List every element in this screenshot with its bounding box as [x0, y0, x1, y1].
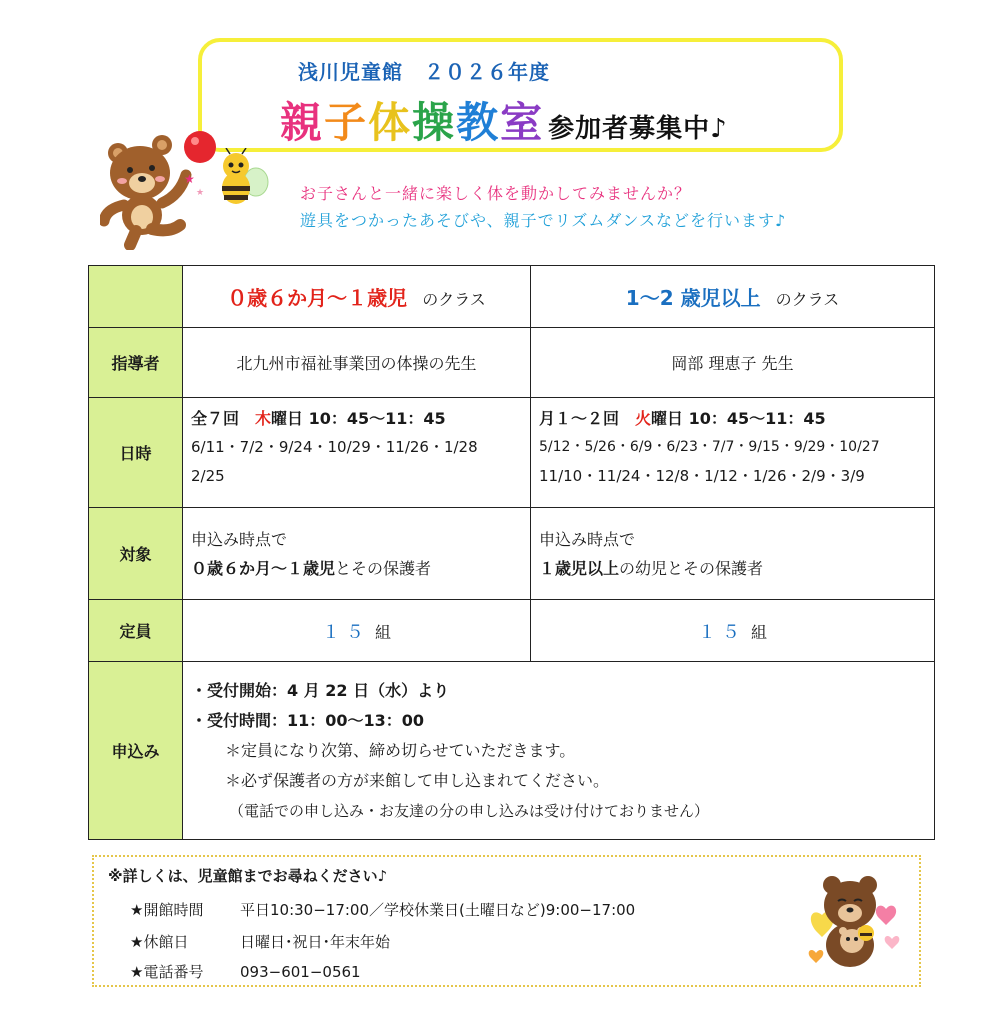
bear-hugging-cub-illustration	[802, 871, 902, 973]
instructor-class-b: 岡部 理恵子 先生	[531, 328, 935, 398]
capacity-b-number: １５	[697, 621, 746, 643]
apply-note-2: ＊必ず保護者の方が来館して申し込まれてください。	[225, 770, 610, 790]
title-char-6: 室	[500, 98, 545, 147]
schedule-label: 日時	[89, 398, 183, 508]
svg-text:★: ★	[184, 172, 195, 186]
table-header-row	[89, 266, 935, 328]
title-suffix: 参加者募集中♪	[548, 114, 728, 144]
instructor-class-a: 北九州市福祉事業団の体操の先生	[183, 328, 531, 398]
opening-hours-key: ★開館時間	[130, 901, 204, 919]
opening-hours-value: 平日10:30−17:00／学校休業日(土曜日など)9:00−17:00	[240, 901, 636, 919]
apply-details	[183, 662, 935, 840]
schedule-class-b	[531, 398, 935, 508]
class-b-name: 1～2 歳児以上	[625, 286, 761, 310]
closed-days-value: 日曜日･祝日･年末年始	[240, 933, 391, 951]
table-row	[89, 600, 935, 662]
phone-number-key: ★電話番号	[130, 963, 204, 981]
corner-cell	[89, 266, 183, 328]
apply-start: ・受付開始：4 月 22 日（水）より	[191, 680, 450, 700]
target-a-line-1: 申込み時点で	[191, 529, 288, 549]
title-banner	[198, 38, 843, 152]
target-b-bold: １歳児以上	[539, 558, 620, 578]
capacity-a-number: １５	[321, 621, 370, 643]
intro-line-1: お子さんと一緒に楽しく体を動かしてみませんか？	[300, 184, 692, 203]
phone-number	[130, 961, 361, 982]
instructor-label: 指導者	[89, 328, 183, 398]
schedule-a-dates-1: 6/11・7/2・9/24・10/29・11/26・1/28	[191, 438, 478, 456]
capacity-a-unit: 組	[375, 622, 392, 642]
page-title	[280, 90, 728, 150]
title-subtitle: 浅川児童館 ２０２６年度	[298, 60, 550, 84]
apply-label: 申込み	[89, 662, 183, 840]
title-char-1: 親	[280, 98, 325, 147]
closed-days-key: ★休館日	[130, 933, 189, 951]
target-b-rest: の幼児とその保護者	[619, 558, 764, 578]
schedule-class-a	[183, 398, 531, 508]
capacity-b-unit: 組	[751, 622, 768, 642]
schedule-b-dates-1: 5/12・5/26・6/9・6/23・7/7・9/15・9/29・10/27	[539, 439, 880, 455]
table-row	[89, 662, 935, 840]
class-a-name: ０歳６か月～１歳児	[227, 286, 408, 310]
apply-hours: ・受付時間：11：00～13：00	[191, 710, 425, 730]
phone-number-value: 093−601−0561	[240, 963, 361, 981]
class-b-suffix: のクラス	[775, 290, 840, 309]
schedule-b-dates-2: 11/10・11/24・12/8・1/12・1/26・2/9・3/9	[539, 467, 865, 485]
contact-title: ※詳しくは、児童館までお尋ねください♪	[108, 867, 388, 885]
bear-with-ball-illustration	[100, 125, 220, 250]
schedule-b-time: 曜日 10：45～11：45	[651, 409, 826, 428]
capacity-class-b	[531, 600, 935, 662]
target-class-b	[531, 508, 935, 600]
bee-illustration	[214, 148, 270, 210]
svg-text:★: ★	[196, 188, 205, 198]
table-row	[89, 328, 935, 398]
schedule-a-dates-2: 2/25	[191, 467, 225, 485]
title-char-2: 子	[324, 98, 369, 147]
intro-text	[300, 180, 786, 234]
apply-note-3: （電話での申し込み・お友達の分の申し込みは受け付けておりません）	[229, 801, 710, 820]
target-a-bold: ０歳６か月～１歳児	[191, 558, 336, 578]
target-b-line-1: 申込み時点で	[539, 529, 636, 549]
capacity-label: 定員	[89, 600, 183, 662]
opening-hours	[130, 899, 635, 920]
title-char-4: 操	[412, 98, 457, 147]
class-a-suffix: のクラス	[422, 290, 486, 309]
capacity-class-a	[183, 600, 531, 662]
schedule-b-day: 火	[635, 409, 652, 428]
target-label: 対象	[89, 508, 183, 600]
class-b-header	[531, 266, 935, 328]
class-info-table	[88, 265, 935, 840]
schedule-a-time: 曜日 10：45～11：45	[271, 409, 446, 428]
class-a-header	[183, 266, 531, 328]
target-class-a	[183, 508, 531, 600]
schedule-a-day: 木	[255, 409, 272, 428]
target-a-rest: とその保護者	[335, 558, 432, 578]
table-row	[89, 508, 935, 600]
apply-note-1: ＊定員になり次第、締め切らせていただきます。	[225, 740, 576, 760]
intro-line-2: 遊具をつかったあそびや、親子でリズムダンスなどを行います♪	[300, 211, 787, 230]
schedule-b-prefix: 月１～２回	[539, 409, 636, 428]
schedule-a-prefix: 全７回	[191, 409, 256, 428]
title-char-3: 体	[368, 98, 413, 147]
table-row	[89, 398, 935, 508]
closed-days	[130, 931, 390, 952]
contact-box	[92, 855, 921, 987]
title-char-5: 教	[456, 98, 501, 147]
